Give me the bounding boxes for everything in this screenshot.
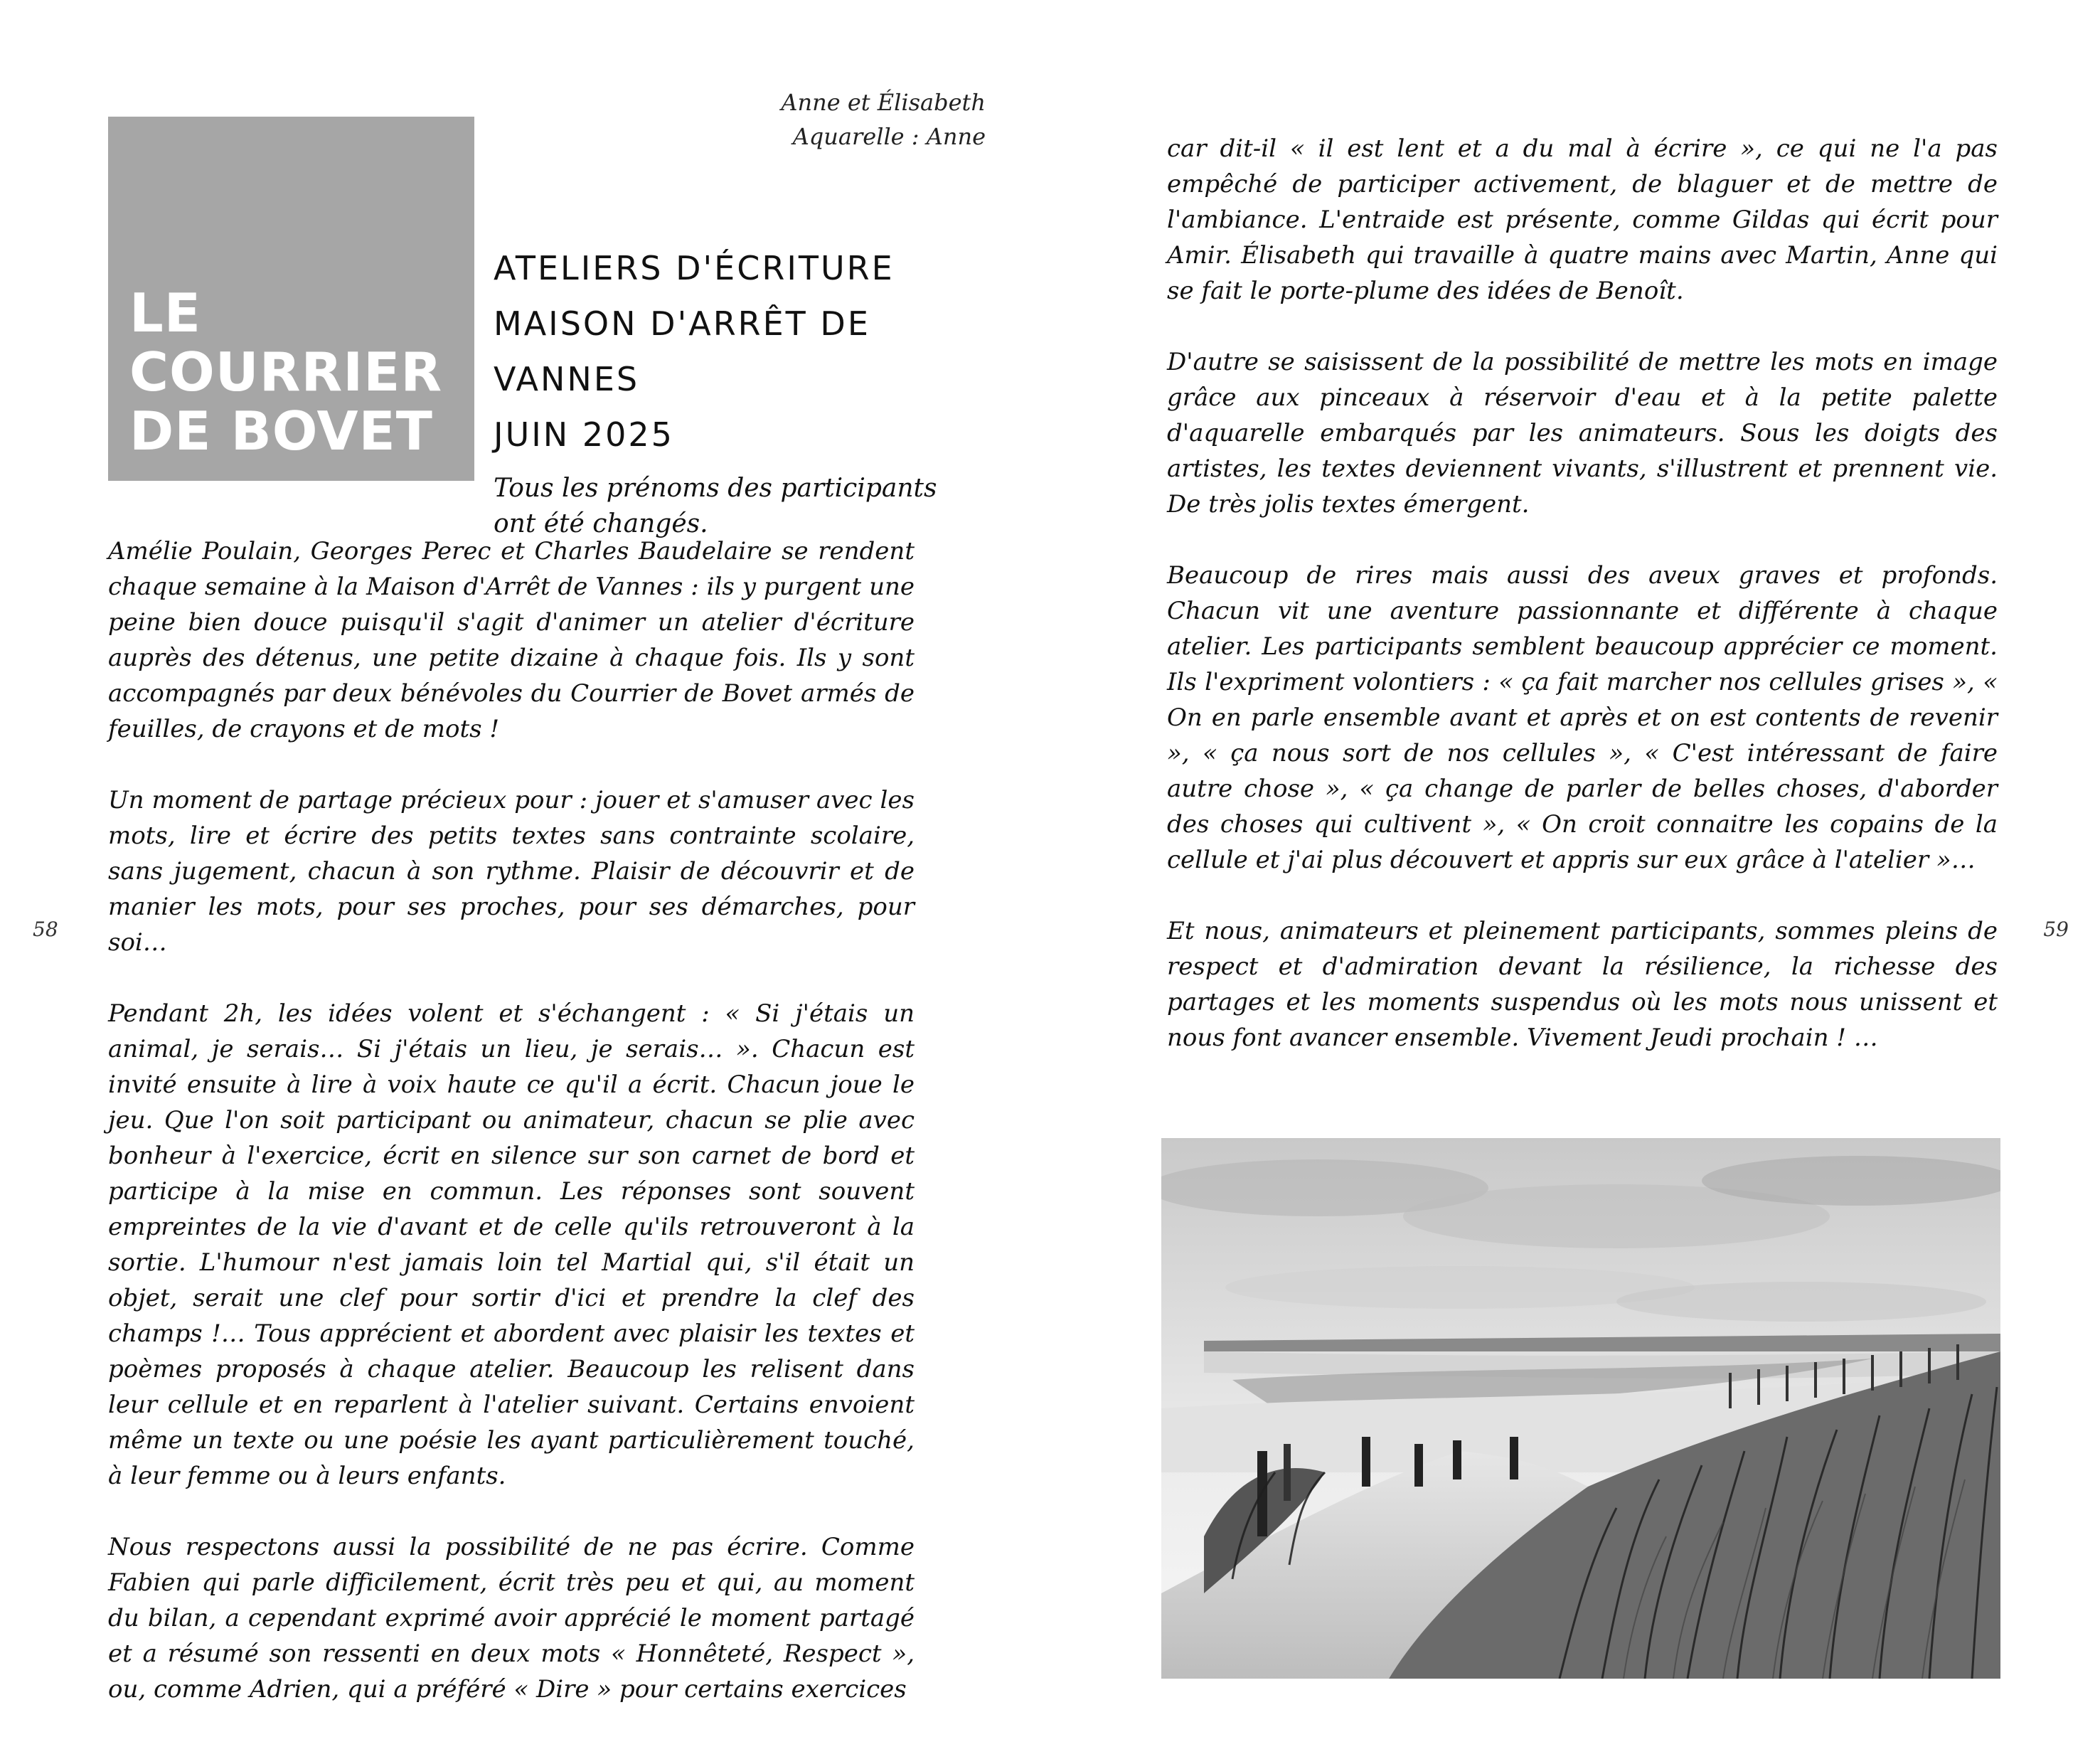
- paragraph: Nous respectons aussi la possibilité de ne pas écrire. Comme Fabien qui parle difficilement, écrit très peu et qui, au moment du bilan, a cependant exprimé avoir apprécié le moment partagé et a résumé son ressenti en deux mots « Honnêteté, Respect », ou, comme Adrien, qui a préféré « Dire » pour certains exercices: [108, 1533, 915, 1704]
- article-subtitle: Tous les prénoms des participants ont été changés.: [494, 474, 937, 538]
- right-page: [1050, 0, 2100, 1764]
- credits-watercolor: Aquarelle : Anne: [792, 123, 986, 150]
- paragraph: Pendant 2h, les idées volent et s'échangent : « Si j'étais un animal, je serais… Si j'étais un lieu, je serais… ». Chacun est invité ensuite à lire à voix haute ce qu'il a écrit. Chacun joue le jeu. Que l'on soit participant ou animateur, chacun se plie avec bonheur à l'exercice, écrit en silence sur son carnet de bord et participe à la mise en commun. Les réponses sont souvent empreintes de la vie d'avant et de celle qu'ils retrouveront à la sortie. L'humour n'est jamais loin tel Martial qui, s'il était un objet, serait une clef pour sortir d'ici et prendre la clef des champs !… Tous apprécient et abordent avec plaisir les textes et poèmes proposés à chaque atelier. Beaucoup les relisent dans leur cellule et en reparlent à l'atelier suivant. Certains envoient même un texte ou une poésie les ayant particulièrement touché, à leur femme ou à leurs enfants.: [108, 999, 915, 1490]
- paragraph: Et nous, animateurs et pleinement participants, sommes pleins de respect et d'admiration devant la résilience, la richesse des partages et les moments suspendus où les mots nous unissent et nous font avancer ensemble. Vivement Jeudi prochain ! …: [1167, 917, 1998, 1052]
- article-title: [494, 240, 991, 542]
- title-line-2: MAISON D'ARRÊT DE VANNES: [494, 304, 870, 398]
- paragraph: Amélie Poulain, Georges Perec et Charles Baudelaire se rendent chaque semaine à la Maison d'Arrêt de Vannes : ils y purgent une peine bien douce puisqu'il s'agit d'animer un atelier d'écriture auprès des détenus, une petite dizaine à chaque fois. Ils y sont accompagnés par deux bénévoles du Courrier de Bovet armés de feuilles, de crayons et de mots !: [108, 537, 915, 743]
- page-number-left: 58: [33, 918, 58, 941]
- dune-landscape-icon: [1161, 1138, 2000, 1679]
- page-number-right: 59: [2043, 918, 2069, 941]
- credits: [781, 85, 986, 154]
- title-line-3: JUIN 2025: [494, 415, 674, 454]
- left-column-text: [108, 533, 915, 1743]
- paragraph: Un moment de partage précieux pour : jouer et s'amuser avec les mots, lire et écrire des petits textes sans contrainte scolaire, sans jugement, chacun à son rythme. Plaisir de découvrir et de manier les mots, pour ses proches, pour ses démarches, pour soi…: [108, 786, 915, 957]
- paragraph: Beaucoup de rires mais aussi des aveux graves et profonds. Chacun vit une aventure passionnante et différente à chaque atelier. Les participants semblent beaucoup apprécier ce moment. Ils l'expriment volontiers : « ça fait marcher nos cellules grises », « On en parle ensemble avant et après et on est contents de revenir », « ça nous sort de nos cellules », « C'est intéressant de faire autre chose », « ça change de parler de belles choses, d'aborder des choses qui cultivent », « On croit connaitre les copains de la cellule et j'ai plus découvert et appris sur eux grâce à l'atelier »…: [1167, 561, 1998, 874]
- courrier-de-bovet-logo: [108, 117, 474, 481]
- right-column-text: [1167, 131, 1998, 1091]
- credits-authors: Anne et Élisabeth: [781, 89, 986, 116]
- logo-line-2: COURRIER: [129, 341, 443, 403]
- title-line-1: ATELIERS D'ÉCRITURE: [494, 249, 895, 287]
- logo-line-1: LE: [129, 282, 202, 344]
- watercolor-dune-illustration: [1161, 1138, 2000, 1679]
- paragraph: D'autre se saisissent de la possibilité de mettre les mots en image grâce aux pinceaux à réservoir d'eau et à la petite palette d'aquarelle embarqués par les animateurs. Sous les doigts des artistes, les textes deviennent vivants, s'illustrent et prennent vie. De très jolis textes émergent.: [1167, 348, 1998, 519]
- logo-line-3: DE BOVET: [129, 400, 433, 462]
- paragraph: car dit-il « il est lent et a du mal à écrire », ce qui ne l'a pas empêché de participer activement, de blaguer et de mettre de l'ambiance. L'entraide est présente, comme Gildas qui écrit pour Amir. Élisabeth qui travaille à quatre mains avec Martin, Anne qui se fait le porte-plume des idées de Benoît.: [1167, 134, 1998, 305]
- logo-text: [129, 284, 442, 461]
